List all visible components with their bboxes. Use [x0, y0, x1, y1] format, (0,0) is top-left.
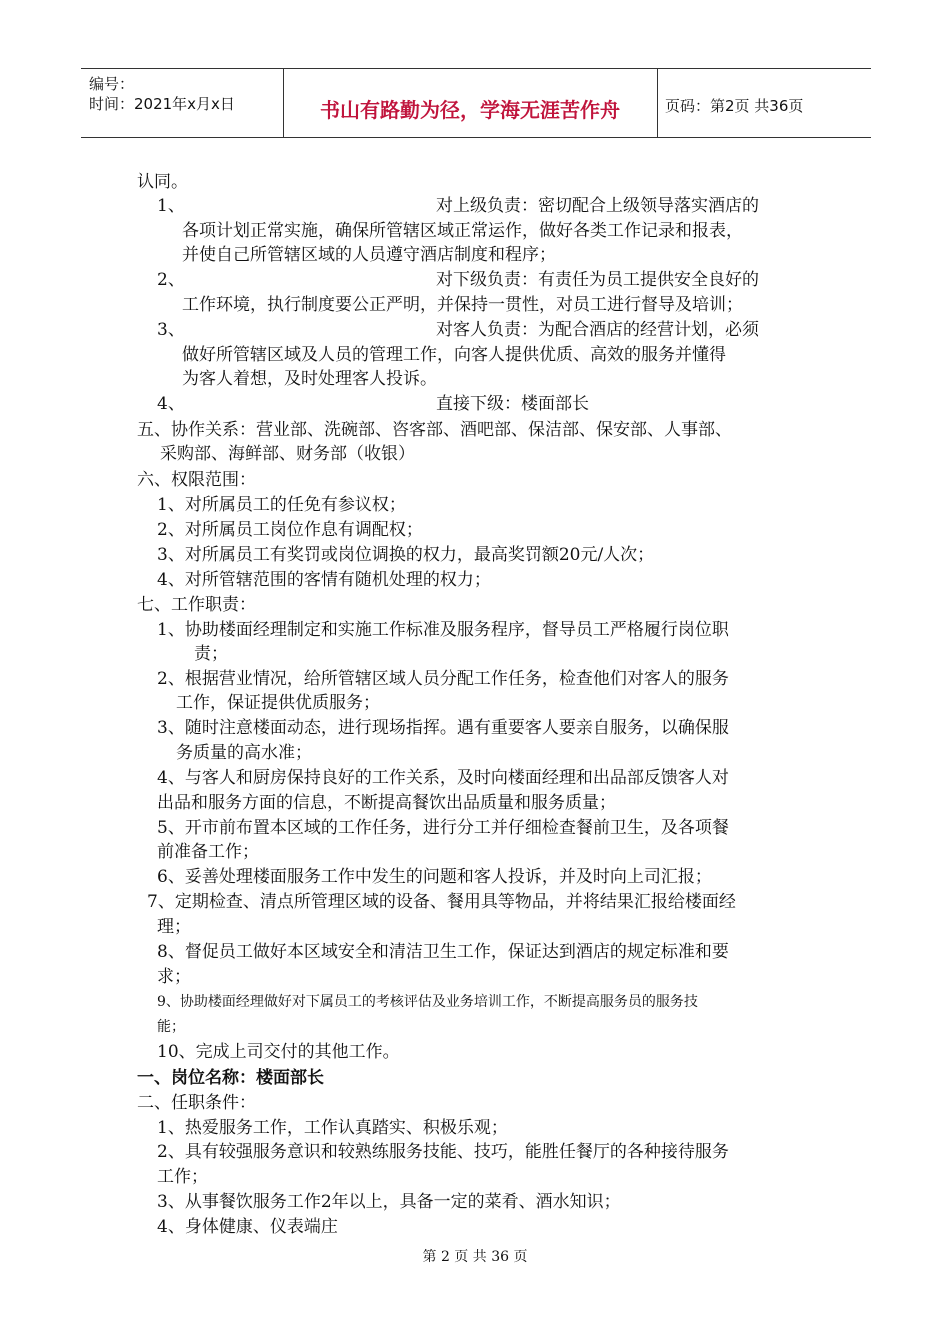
list-item-continuation: 工作，保证提供优质服务；: [176, 693, 380, 713]
section-heading: 五、协作关系：营业部、洗碗部、咨客部、酒吧部、保洁部、保安部、人事部、: [137, 420, 732, 440]
list-item: 2、对所属员工岗位作息有调配权；: [157, 520, 423, 540]
list-item: 1、对所属员工的任免有参议权；: [157, 495, 406, 515]
list-item: 7、定期检查、清点所管理区域的设备、餐用具等物品，并将结果汇报给楼面经: [147, 892, 736, 912]
list-item: 9、协助楼面经理做好对下属员工的考核评估及业务培训工作，不断提高服务员的服务技: [157, 994, 698, 1010]
body-line: 采购部、海鲜部、财务部（收银）: [160, 444, 415, 464]
list-item: 4、与客人和厨房保持良好的工作关系，及时向楼面经理和出品部反馈客人对: [157, 768, 729, 788]
list-item-continuation: 能；: [157, 1019, 185, 1035]
body-line: 对上级负责：密切配合上级领导落实酒店的: [436, 196, 759, 216]
list-item: 2、根据营业情况，给所管辖区域人员分配工作任务，检查他们对客人的服务: [157, 669, 729, 689]
header-page-info: 页码：第2页 共36页: [665, 97, 804, 115]
list-item-continuation: 务质量的高水准；: [176, 743, 312, 763]
list-item: 1、协助楼面经理制定和实施工作标准及服务程序，督导员工严格履行岗位职: [157, 620, 729, 640]
item-number: 4、: [157, 394, 185, 414]
body-line: 直接下级：楼面部长: [436, 394, 589, 414]
body-line: 为客人着想，及时处理客人投诉。: [182, 369, 437, 389]
section-heading: 六、权限范围：: [137, 470, 256, 490]
list-item-continuation: 前准备工作；: [157, 842, 259, 862]
body-line: 对客人负责：为配合酒店的经营计划，必须: [436, 320, 759, 340]
list-item: 5、开市前布置本区域的工作任务，进行分工并仔细检查餐前卫生，及各项餐: [157, 818, 729, 838]
list-item: 8、督促员工做好本区域安全和清洁卫生工作，保证达到酒店的规定标准和要: [157, 942, 729, 962]
header-motto: 书山有路勤为径，学海无涯苦作舟: [320, 98, 620, 122]
page-footer: 第 2 页 共 36 页: [422, 1249, 528, 1265]
list-item-continuation: 工作；: [157, 1167, 208, 1187]
item-number: 3、: [157, 320, 185, 340]
body-line: 工作环境，执行制度要公正严明，并保持一贯性，对员工进行督导及培训；: [182, 295, 743, 315]
list-item: 1、热爱服务工作，工作认真踏实、积极乐观；: [157, 1118, 508, 1138]
body-line: 并使自己所管辖区域的人员遵守酒店制度和程序；: [182, 245, 556, 265]
section-heading: 二、任职条件：: [137, 1093, 256, 1113]
body-line: 各项计划正常实施，确保所管辖区域正常运作，做好各类工作记录和报表，: [182, 221, 743, 241]
item-number: 2、: [157, 270, 185, 290]
list-item: 4、身体健康、仪表端庄: [157, 1217, 338, 1237]
list-item: 10、完成上司交付的其他工作。: [157, 1042, 400, 1062]
section-heading: 七、工作职责：: [137, 595, 256, 615]
list-item: 6、妥善处理楼面服务工作中发生的问题和客人投诉，并及时向上司汇报；: [157, 867, 712, 887]
body-line: 对下级负责：有责任为员工提供安全良好的: [436, 270, 759, 290]
list-item: 4、对所管辖范围的客情有随机处理的权力；: [157, 570, 491, 590]
list-item-continuation: 责；: [194, 644, 228, 664]
body-line: 做好所管辖区域及人员的管理工作，向客人提供优质、高效的服务并懂得: [182, 345, 726, 365]
list-item: 2、具有较强服务意识和较熟练服务技能、技巧，能胜任餐厅的各种接待服务: [157, 1142, 729, 1162]
position-title: 一、岗位名称：楼面部长: [137, 1068, 324, 1088]
item-number: 1、: [157, 196, 185, 216]
list-item: 3、从事餐饮服务工作2年以上，具备一定的菜肴、酒水知识；: [157, 1192, 621, 1212]
list-item: 3、对所属员工有奖罚或岗位调换的权力，最高奖罚额20元/人次；: [157, 545, 655, 565]
list-item-continuation: 理；: [157, 917, 191, 937]
document-time-label: 时间：2021年x月x日: [89, 95, 235, 113]
list-item-continuation: 求；: [157, 967, 191, 987]
list-item-continuation: 出品和服务方面的信息，不断提高餐饮出品质量和服务质量；: [157, 793, 616, 813]
list-item: 3、随时注意楼面动态，进行现场指挥。遇有重要客人要亲自服务，以确保服: [157, 718, 729, 738]
document-number-label: 编号：: [89, 75, 135, 93]
body-line: 认同。: [137, 172, 188, 192]
